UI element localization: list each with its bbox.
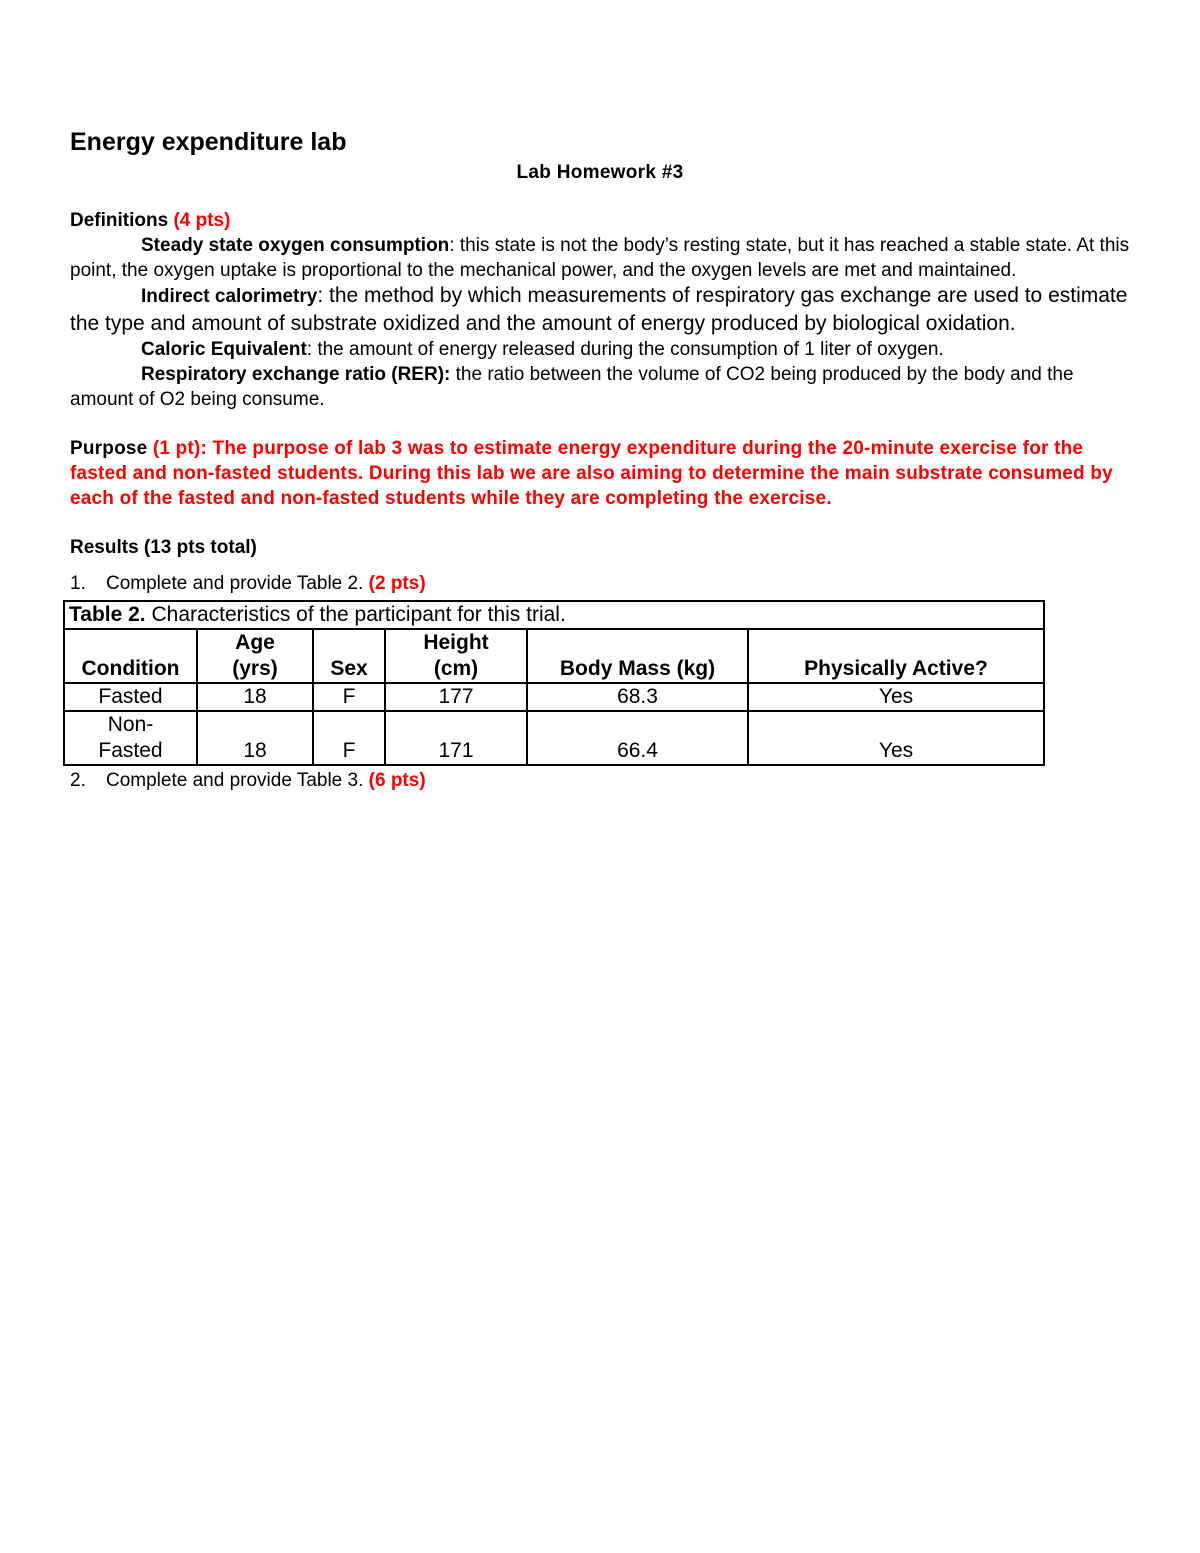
cell-age: 18 [197,711,313,765]
task-text: Complete and provide Table 2. [106,573,364,594]
header-sex [313,629,385,683]
results-heading: Results (13 pts total) [70,537,257,558]
task-points: (2 pts) [368,573,426,594]
cell-body-mass: 66.4 [527,711,748,765]
definition-term: Caloric Equivalent [141,339,307,360]
table-2 [63,600,1045,766]
definitions-points: (4 pts) [173,210,231,231]
header-label: Condition [81,657,180,680]
definition-caloric-equivalent [70,337,1130,362]
cell-height: 177 [385,683,527,711]
header-age [197,629,313,683]
task-2 [70,768,1130,793]
header-physically-active [748,629,1044,683]
purpose-text: (1 pt): The purpose of lab 3 was to estimate energy expenditure during the 20-minute exercise for the fasted and non-fasted students. During this lab we are also aiming to determine the main substrate consumed by each of the fasted and non-fasted students while they are completing the exercise. [70,438,1113,509]
definition-text: : this state is not the body’s resting state, but it has reached a stable state. At this point, the oxygen uptake is proportional to the mechanical power, and the oxygen levels are met and maintained. [70,235,1130,281]
cell-condition: Fasted [64,683,197,711]
cell-age: 18 [197,683,313,711]
cell-condition-line: Non- [107,713,154,736]
definition-indirect-calorimetry [70,283,1130,337]
definition-text: : the method by which measurements of respiratory gas exchange are used to estimate the type and amount of substrate oxidized and the amount of energy produced by biological oxidation. [70,284,1128,335]
table-header-row [64,629,1044,683]
header-body-mass [527,629,748,683]
header-label: Sex [330,657,368,680]
table-caption-row [64,601,1044,629]
cell-physically-active: Yes [748,711,1044,765]
table-row [64,683,1044,711]
header-condition [64,629,197,683]
purpose-paragraph [70,436,1130,511]
table-caption [64,601,1044,629]
header-label: (cm) [433,657,479,680]
definition-rer [70,362,1130,412]
definition-term: Steady state oxygen consumption [141,235,450,256]
definition-term: Respiratory exchange ratio (RER): [141,364,451,385]
table-caption-text: Characteristics of the participant for this trial. [145,603,566,626]
cell-sex: F [313,711,385,765]
task-1 [70,571,1130,596]
table-row [64,711,1044,765]
task-number: 2. [70,770,86,791]
cell-physically-active: Yes [748,683,1044,711]
purpose-heading: Purpose [70,438,148,459]
header-height [385,629,527,683]
task-points: (6 pts) [368,770,426,791]
header-label: Body Mass (kg) [559,657,716,680]
definitions-heading [70,208,1130,233]
header-label: (yrs) [232,657,278,680]
definitions-heading-label: Definitions [70,210,169,231]
header-label: Physically Active? [804,657,988,680]
definition-term: Indirect calorimetry [141,286,318,307]
table-caption-label: Table 2. [69,603,146,626]
definition-steady-state [70,233,1130,283]
document-subtitle: Lab Homework #3 [516,162,684,183]
definition-text: : the amount of energy released during the consumption of 1 liter of oxygen. [306,339,944,360]
cell-condition [64,711,197,765]
definition-text: the ratio between the volume of CO2 being produced by the body and the amount of O2 being consume. [70,364,1074,410]
task-number: 1. [70,573,86,594]
header-label: Age [235,631,275,654]
header-label: Height [423,631,489,654]
document-title: Energy expenditure lab [70,128,347,156]
cell-body-mass: 68.3 [527,683,748,711]
document-page [70,126,1130,793]
cell-height: 171 [385,711,527,765]
cell-condition-line: Fasted [98,739,163,762]
task-text: Complete and provide Table 3. [106,770,364,791]
cell-sex: F [313,683,385,711]
